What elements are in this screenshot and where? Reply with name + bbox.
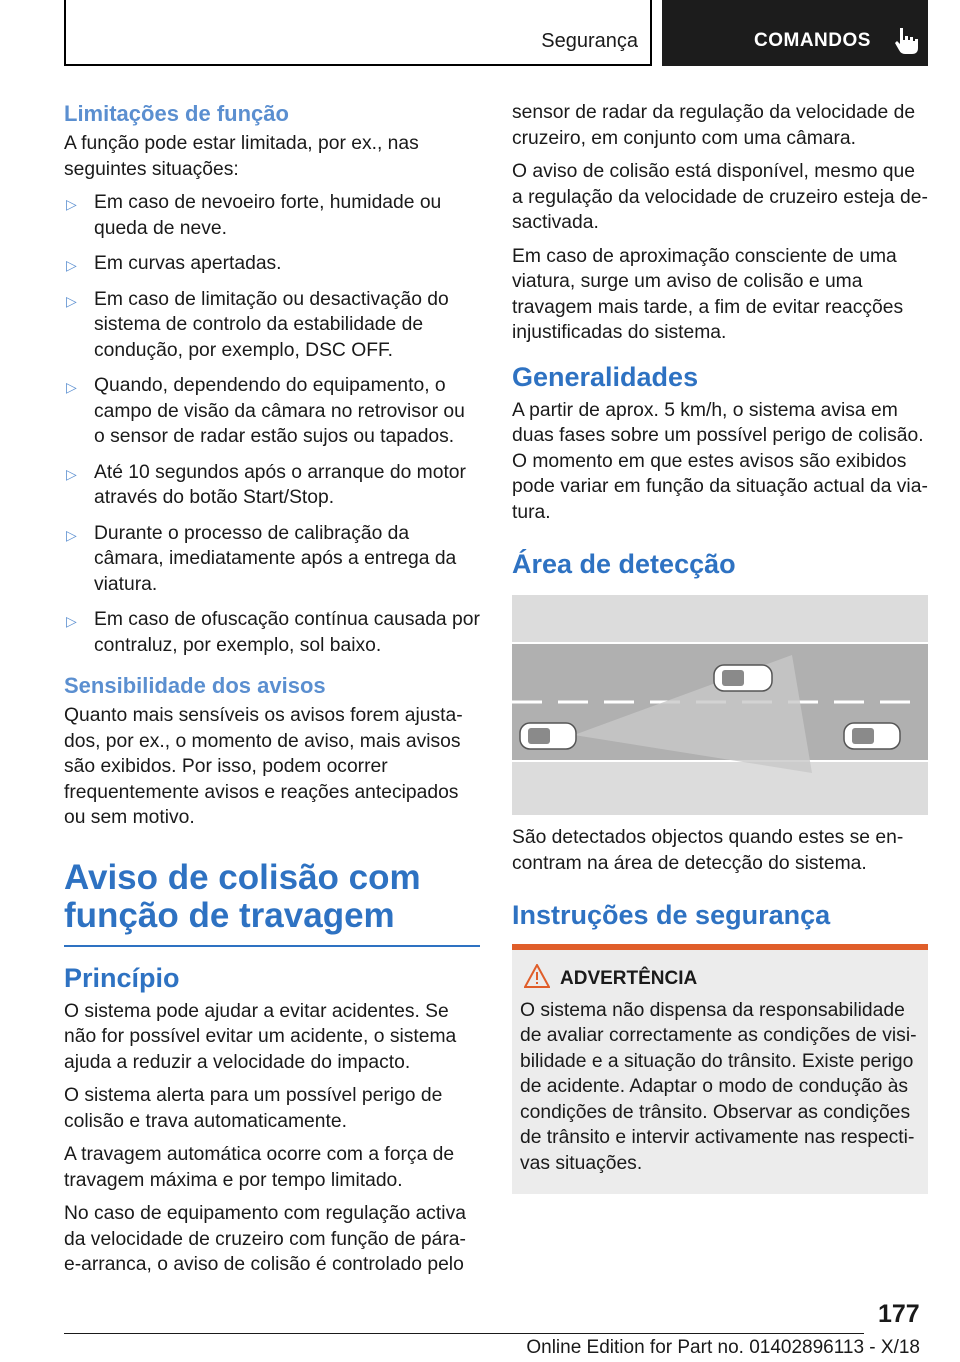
car-icon bbox=[714, 665, 772, 691]
list-item: ▷ Em caso de nevoeiro forte, humidade ou queda de neve. bbox=[66, 192, 442, 239]
warning-triangle-icon bbox=[524, 964, 550, 988]
left-column bbox=[64, 100, 480, 1286]
triangle-bullet-icon: ▷ bbox=[66, 379, 77, 395]
triangle-bullet-icon: ▷ bbox=[66, 257, 77, 273]
sensitivity-text: Quanto mais sensíveis os avisos forem ajustados, por ex., o momento de aviso, mais avisos são exibidos. Por isso, podem ocorrer frequentemente avisos e reações antecipados ou sem motivo. bbox=[64, 705, 463, 828]
triangle-bullet-icon: ▷ bbox=[66, 613, 77, 629]
page-number: 177 bbox=[878, 1300, 920, 1328]
car-icon bbox=[844, 723, 900, 749]
list-item: ▷ Até 10 segundos após o arranque do motor através do botão Start/Stop. bbox=[66, 461, 466, 508]
section-tab bbox=[64, 0, 652, 66]
triangle-bullet-icon: ▷ bbox=[66, 526, 77, 543]
safety-heading: Instruções de segurança bbox=[512, 900, 831, 930]
detection-area-caption: São detectados objectos quando estes se encontram na área de detecção do sistema. bbox=[512, 827, 904, 874]
list-item: ▷ Durante o processo de calibração da câmara, imediatamente após a entrega da viatura. bbox=[66, 522, 457, 595]
limitations-list bbox=[64, 190, 480, 658]
car-icon bbox=[520, 723, 576, 749]
continued-text-3: Em caso de aproximação consciente de uma viatura, surge um aviso de colisão e uma travagem mais tarde, a fim de evitar reacções injustificadas do sistema. bbox=[512, 245, 904, 343]
principle-text-3: A travagem automática ocorre com a força de travagem máxima e por tempo limitado. bbox=[64, 1144, 455, 1191]
continued-text-2: O aviso de colisão está disponível, mesmo que a regulação da velocidade de cruzeiro esteja desactivada. bbox=[512, 161, 928, 233]
principle-text-4: No caso de equipamento com regulação activa da velocidade de cruzeiro com função de pára-e-arranca, o aviso de colisão é controlado pelo bbox=[64, 1203, 466, 1275]
limitations-intro: A função pode estar limitada, por ex., nas seguintes situações: bbox=[64, 133, 419, 180]
warning-title: ADVERTÊNCIA bbox=[520, 966, 920, 992]
limitations-heading: Limitações de função bbox=[64, 101, 289, 126]
hand-pointer-icon bbox=[894, 26, 920, 56]
warning-text: O sistema não dispensa da responsabilidade de avaliar correctamente as condições de visibilidade e a situação do trânsito. Existe perigo de acidente. Adaptar o modo de condução às condições de trânsito. Observar as condições de trânsito e intervir activamente nas respectivas situações. bbox=[520, 999, 917, 1174]
triangle-bullet-icon: ▷ bbox=[66, 292, 77, 309]
right-column bbox=[512, 100, 928, 1194]
general-heading: Generalidades bbox=[512, 361, 699, 392]
road-diagram-icon bbox=[512, 595, 928, 815]
list-item: ▷ Em caso de limitação ou desactivação do sistema de controlo da estabilidade de condução, por exemplo, DSC OFF. bbox=[66, 288, 449, 361]
chapter-tab bbox=[662, 0, 928, 66]
main-title: Aviso de colisão com função de travagem bbox=[64, 859, 480, 947]
detection-area-illustration bbox=[512, 595, 928, 815]
footer-divider bbox=[64, 1333, 864, 1334]
section-label: Segurança bbox=[541, 30, 638, 52]
list-item: ▷ Em caso de ofuscação contínua causada por contraluz, por exemplo, sol baixo. bbox=[66, 609, 480, 656]
warning-box bbox=[512, 944, 928, 1194]
page-header bbox=[64, 0, 928, 66]
list-item: ▷ Em curvas apertadas. bbox=[64, 251, 480, 277]
detection-area-heading: Área de detecção bbox=[512, 549, 736, 579]
principle-text-1: O sistema pode ajudar a evitar acidentes. Se não for possível evitar um acidente, o sistema ajuda a reduzir a velocidade do impacto. bbox=[64, 1000, 457, 1073]
sensitivity-heading: Sensibilidade dos avisos bbox=[64, 673, 326, 698]
footer-edition: Online Edition for Part no. 01402896113 - X/18 bbox=[526, 1337, 920, 1358]
general-text: A partir de aprox. 5 km/h, o sistema avisa em duas fases sobre um possível perigo de colisão. O momento em que estes avisos são exibidos pode variar em função da situação actual da viatura. bbox=[512, 399, 928, 523]
triangle-bullet-icon: ▷ bbox=[66, 465, 77, 482]
list-item: ▷ Quando, dependendo do equipamento, o campo de visão da câmara no retrovisor ou o sensor de radar estão sujos ou tapados. bbox=[66, 375, 465, 447]
principle-heading: Princípio bbox=[64, 962, 180, 993]
chapter-label: COMANDOS bbox=[754, 30, 871, 51]
principle-text-2: O sistema alerta para um possível perigo de colisão e trava automaticamente. bbox=[64, 1085, 443, 1132]
triangle-bullet-icon: ▷ bbox=[66, 196, 77, 212]
continued-text-1: sensor de radar da regulação da velocidade de cruzeiro, em conjunto com uma câmara. bbox=[512, 102, 916, 149]
